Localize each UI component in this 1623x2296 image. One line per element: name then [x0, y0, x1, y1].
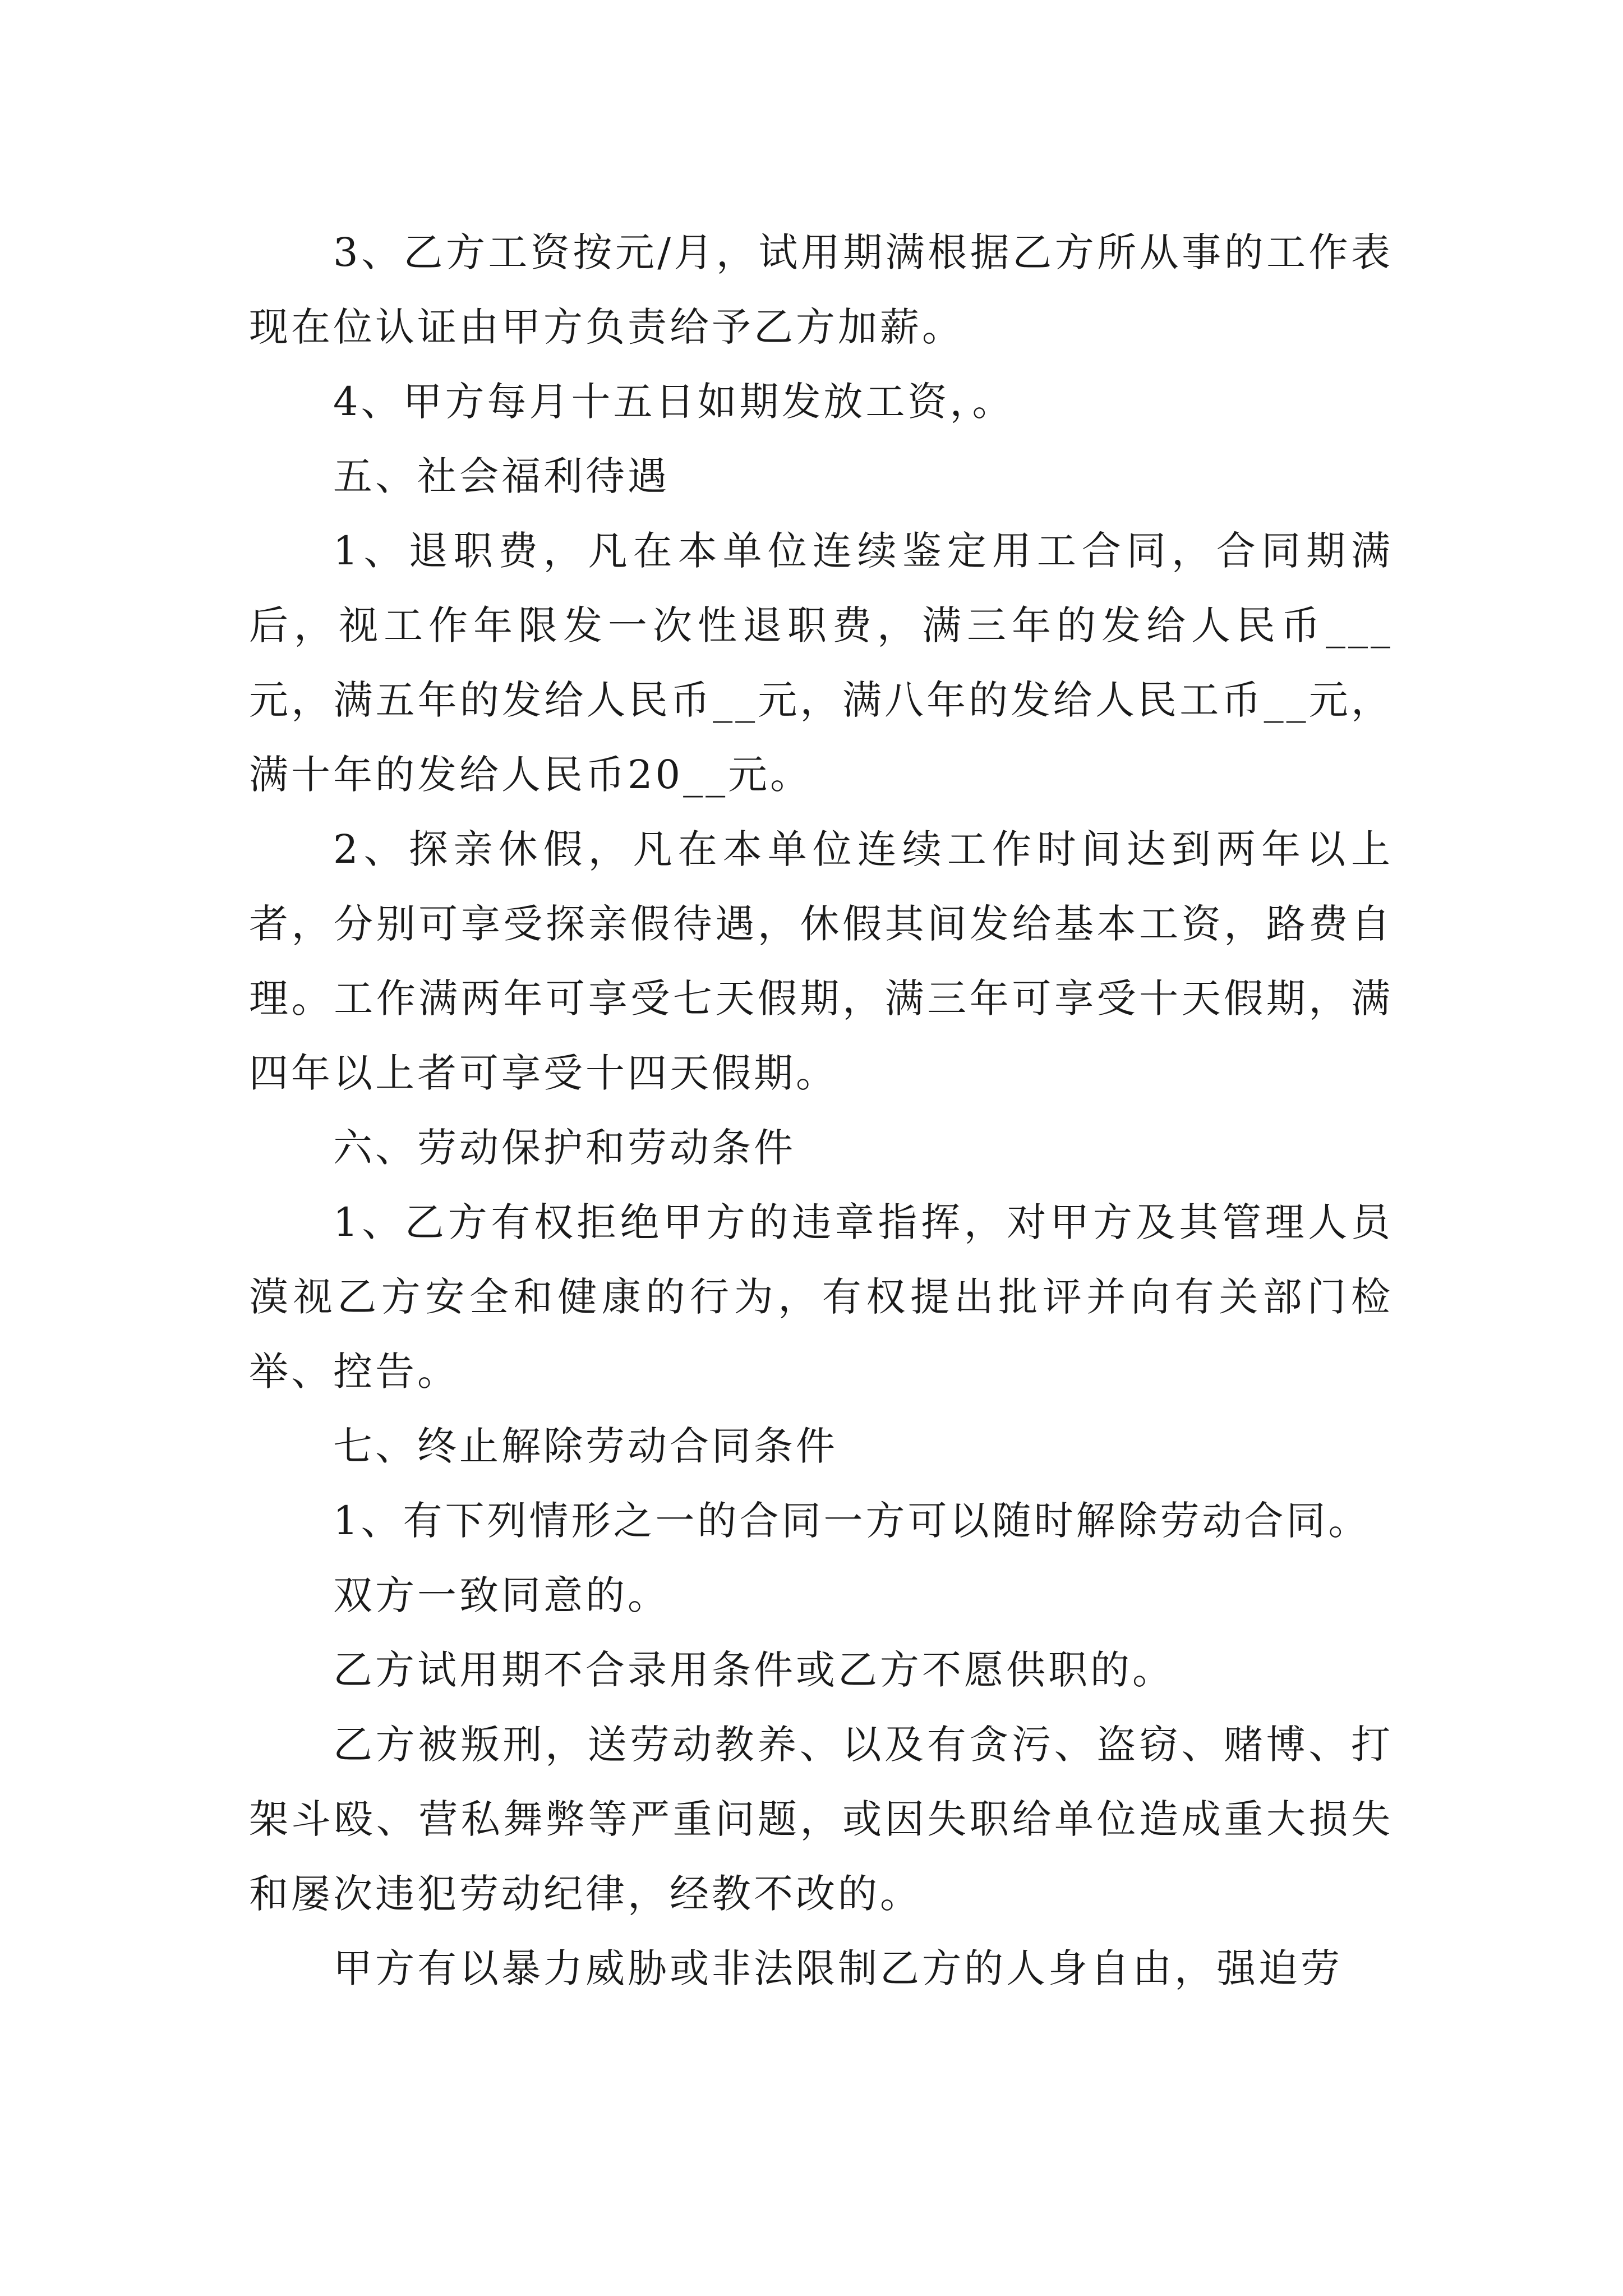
section-heading-termination: 七、终止解除劳动合同条件: [333, 1423, 838, 1469]
paragraph-salary: 3、乙方工资按元/月，试用期满根据乙方所从事的工作表现在位认证由甲方负责给予乙方加薪。: [249, 229, 1393, 350]
paragraph-termination-conditions: 1、有下列情形之一的合同一方可以随时解除劳动合同。: [333, 1498, 1371, 1544]
section-heading-labor-protection: 六、劳动保护和劳动条件: [333, 1125, 796, 1171]
paragraph-probation: 乙方试用期不合录用条件或乙方不愿供职的。: [333, 1647, 1174, 1693]
paragraph-refuse-orders: 1、乙方有权拒绝甲方的违章指挥，对甲方及其管理人员漠视乙方安全和健康的行为，有权提出批评并向有关部门检举、控告。: [249, 1199, 1393, 1395]
paragraph-home-leave: 2、探亲休假，凡在本单位连续工作时间达到两年以上者，分别可享受探亲假待遇，休假其间发给基本工资，路费自理。工作满两年可享受七天假期，满三年可享受十天假期，满四年以上者可享受十四天假期。: [249, 826, 1393, 1096]
paragraph-mutual-consent: 双方一致同意的。: [333, 1572, 670, 1618]
paragraph-payday: 4、甲方每月十五日如期发放工资，。: [333, 379, 1015, 425]
paragraph-misconduct: 乙方被叛刑，送劳动教养、以及有贪污、盗窃、赌博、打架斗殴、营私舞弊等严重问题，或因失职给单位造成重大损失和屡次违犯劳动纪律，经教不改的。: [249, 1722, 1393, 1917]
section-heading-welfare: 五、社会福利待遇: [333, 453, 670, 499]
paragraph-severance: 1、退职费，凡在本单位连续鉴定用工合同，合同期满后，视工作年限发一次性退职费，满三年的发给人民币___元，满五年的发给人民币__元，满八年的发给人民工币__元，满十年的发给人民币20__元。: [249, 528, 1393, 798]
paragraph-coercion: 甲方有以暴力威胁或非法限制乙方的人身自由，强迫劳: [333, 1945, 1343, 1991]
document-body: [249, 215, 1393, 2006]
